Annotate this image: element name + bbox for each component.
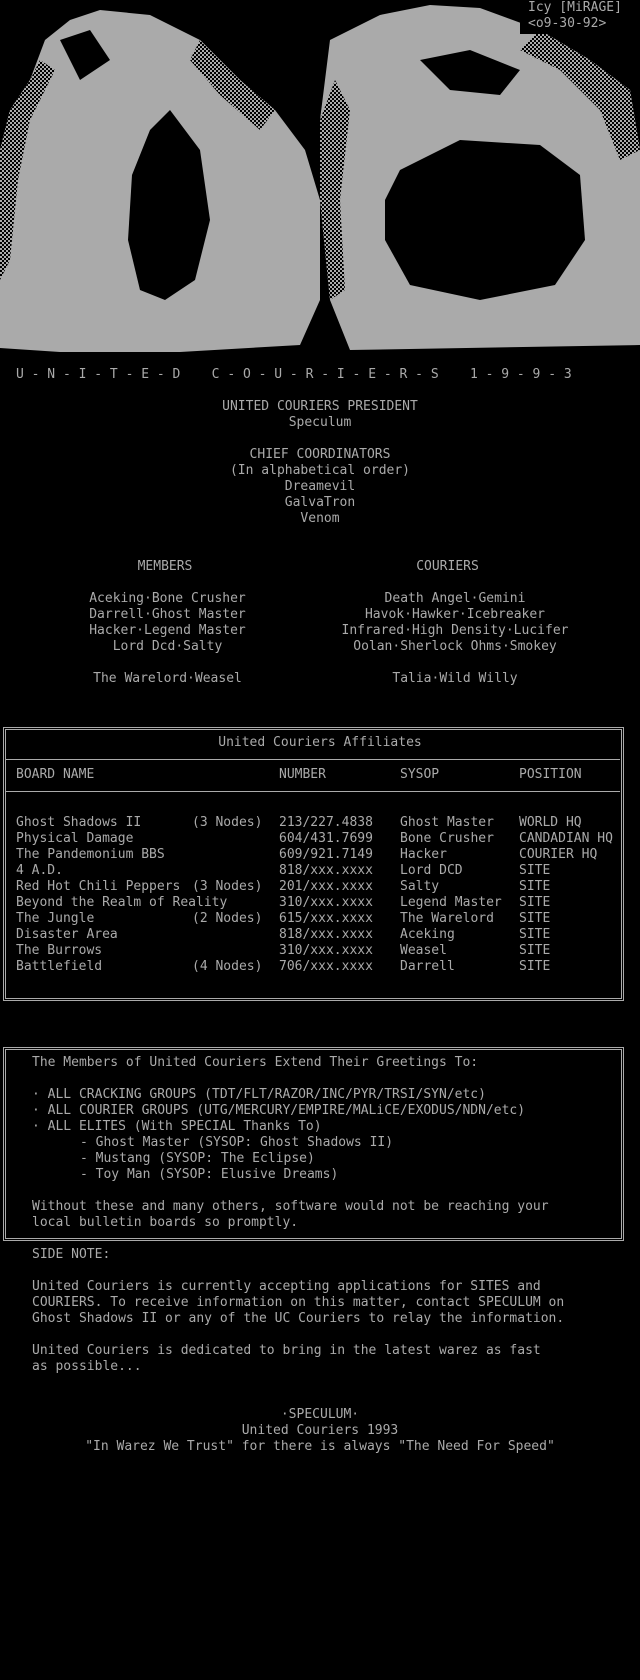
couriers-heading: COURIERS bbox=[416, 559, 479, 574]
side-note-text: as possible... bbox=[32, 1359, 142, 1374]
side-note-heading: SIDE NOTE: bbox=[32, 1247, 111, 1262]
board-sysop: The Warelord bbox=[400, 911, 494, 926]
members-heading: MEMBERS bbox=[137, 559, 193, 574]
board-sysop: Ghost Master bbox=[400, 815, 494, 830]
board-sysop: Lord DCD bbox=[400, 863, 463, 878]
board-position: SITE bbox=[519, 895, 551, 910]
greetings-closing: local bulletin boards so promptly. bbox=[32, 1215, 299, 1230]
greeting-group: · ALL ELITES (With SPECIAL Thanks To) bbox=[32, 1119, 322, 1134]
greeting-group: · ALL CRACKING GROUPS (TDT/FLT/RAZOR/INC/PYR/TRSI/SYN/etc) bbox=[32, 1087, 486, 1102]
board-number: 310/xxx.xxxx bbox=[279, 895, 373, 910]
divider bbox=[6, 759, 620, 760]
board-sysop: Salty bbox=[400, 879, 440, 894]
board-position: SITE bbox=[519, 863, 551, 878]
special-thanks: - Mustang (SYSOP: The Eclipse) bbox=[80, 1151, 315, 1166]
side-note-text: United Couriers is dedicated to bring in the latest warez as fast bbox=[32, 1343, 541, 1358]
board-position: SITE bbox=[519, 879, 551, 894]
side-note-text: COURIERS. To receive information on this matter, contact SPECULUM on bbox=[32, 1295, 565, 1310]
board-number: 615/xxx.xxxx bbox=[279, 911, 373, 926]
board-sysop: Hacker bbox=[400, 847, 447, 862]
courier-line: Infrared·High Density·Lucifer bbox=[341, 623, 569, 638]
board-position: WORLD HQ bbox=[519, 815, 582, 830]
board-name: 4 A.D. bbox=[16, 863, 63, 878]
side-note-text: United Couriers is currently accepting applications for SITES and bbox=[32, 1279, 541, 1294]
board-position: SITE bbox=[519, 911, 551, 926]
board-number: 609/921.7149 bbox=[279, 847, 373, 862]
board-number: 310/xxx.xxxx bbox=[279, 943, 373, 958]
president-name: Speculum bbox=[288, 415, 352, 430]
greeting-group: · ALL COURIER GROUPS (UTG/MERCURY/EMPIRE/MALiCE/EXODUS/NDN/etc) bbox=[32, 1103, 526, 1118]
board-number: 818/xxx.xxxx bbox=[279, 863, 373, 878]
board-number: 213/227.4838 bbox=[279, 815, 373, 830]
divider bbox=[6, 791, 620, 792]
coordinators-heading: CHIEF COORDINATORS bbox=[249, 447, 391, 462]
side-note-text: Ghost Shadows II or any of the UC Couriers to relay the information. bbox=[32, 1311, 565, 1326]
footer-motto: "In Warez We Trust" for there is always "The Need For Speed" bbox=[85, 1439, 555, 1454]
affiliates-title: United Couriers Affiliates bbox=[218, 735, 422, 750]
board-name: Red Hot Chili Peppers bbox=[16, 879, 181, 894]
board-position: SITE bbox=[519, 943, 551, 958]
member-line: Aceking·Bone Crusher bbox=[89, 591, 246, 606]
column-header-position: POSITION bbox=[519, 767, 582, 782]
board-sysop: Aceking bbox=[400, 927, 455, 942]
board-number: 706/xxx.xxxx bbox=[279, 959, 373, 974]
board-name: Physical Damage bbox=[16, 831, 134, 846]
board-name: The Jungle bbox=[16, 911, 95, 926]
board-nodes: (4 Nodes) bbox=[192, 959, 263, 974]
board-sysop: Weasel bbox=[400, 943, 447, 958]
coordinators-note: (In alphabetical order) bbox=[229, 463, 410, 478]
footer-name: ·SPECULUM· bbox=[280, 1407, 360, 1422]
coordinator-name: Dreamevil bbox=[284, 479, 356, 494]
board-sysop: Bone Crusher bbox=[400, 831, 494, 846]
art-date: <o9-30-92> bbox=[528, 16, 607, 31]
greetings-closing: Without these and many others, software would not be reaching your bbox=[32, 1199, 549, 1214]
coordinator-name: GalvaTron bbox=[284, 495, 356, 510]
member-line: Hacker·Legend Master bbox=[89, 623, 246, 638]
board-position: COURIER HQ bbox=[519, 847, 598, 862]
footer-group: United Couriers 1993 bbox=[241, 1423, 399, 1438]
artist-signature: Icy [MiRAGE] bbox=[528, 0, 622, 15]
board-name: The Pandemonium BBS bbox=[16, 847, 165, 862]
board-sysop: Darrell bbox=[400, 959, 455, 974]
column-header-number: NUMBER bbox=[279, 767, 326, 782]
board-nodes: (3 Nodes) bbox=[192, 879, 263, 894]
board-name: Battlefield bbox=[16, 959, 103, 974]
board-name: Disaster Area bbox=[16, 927, 118, 942]
coordinator-name: Venom bbox=[300, 511, 340, 526]
courier-line: Talia·Wild Willy bbox=[392, 671, 518, 686]
column-header-sysop: SYSOP bbox=[400, 767, 440, 782]
courier-line: Havok·Hawker·Icebreaker bbox=[364, 607, 545, 622]
board-name: The Burrows bbox=[16, 943, 103, 958]
member-line: Darrell·Ghost Master bbox=[89, 607, 246, 622]
column-header-board: BOARD NAME bbox=[16, 767, 95, 782]
president-heading: UNITED COURIERS PRESIDENT bbox=[222, 399, 418, 414]
courier-line: Oolan·Sherlock Ohms·Smokey bbox=[353, 639, 557, 654]
board-number: 818/xxx.xxxx bbox=[279, 927, 373, 942]
member-line: Lord Dcd·Salty bbox=[112, 639, 223, 654]
board-position: SITE bbox=[519, 959, 551, 974]
special-thanks: - Toy Man (SYSOP: Elusive Dreams) bbox=[80, 1167, 339, 1182]
banner: U - N - I - T - E - D C - O - U - R - I - E - R - S 1 - 9 - 9 - 3 bbox=[16, 367, 572, 382]
board-nodes: (3 Nodes) bbox=[192, 815, 263, 830]
board-number: 604/431.7699 bbox=[279, 831, 373, 846]
special-thanks: - Ghost Master (SYSOP: Ghost Shadows II) bbox=[80, 1135, 394, 1150]
courier-line: Death Angel·Gemini bbox=[384, 591, 526, 606]
board-name: Ghost Shadows II bbox=[16, 815, 142, 830]
board-name: Beyond the Realm of Reality bbox=[16, 895, 228, 910]
ansi-artwork bbox=[0, 0, 640, 360]
board-number: 201/xxx.xxxx bbox=[279, 879, 373, 894]
greetings-intro: The Members of United Couriers Extend Their Greetings To: bbox=[32, 1055, 479, 1070]
board-position: SITE bbox=[519, 927, 551, 942]
board-sysop: Legend Master bbox=[400, 895, 502, 910]
member-line: The Warelord·Weasel bbox=[93, 671, 242, 686]
board-position: CANDADIAN HQ bbox=[519, 831, 613, 846]
board-nodes: (2 Nodes) bbox=[192, 911, 263, 926]
